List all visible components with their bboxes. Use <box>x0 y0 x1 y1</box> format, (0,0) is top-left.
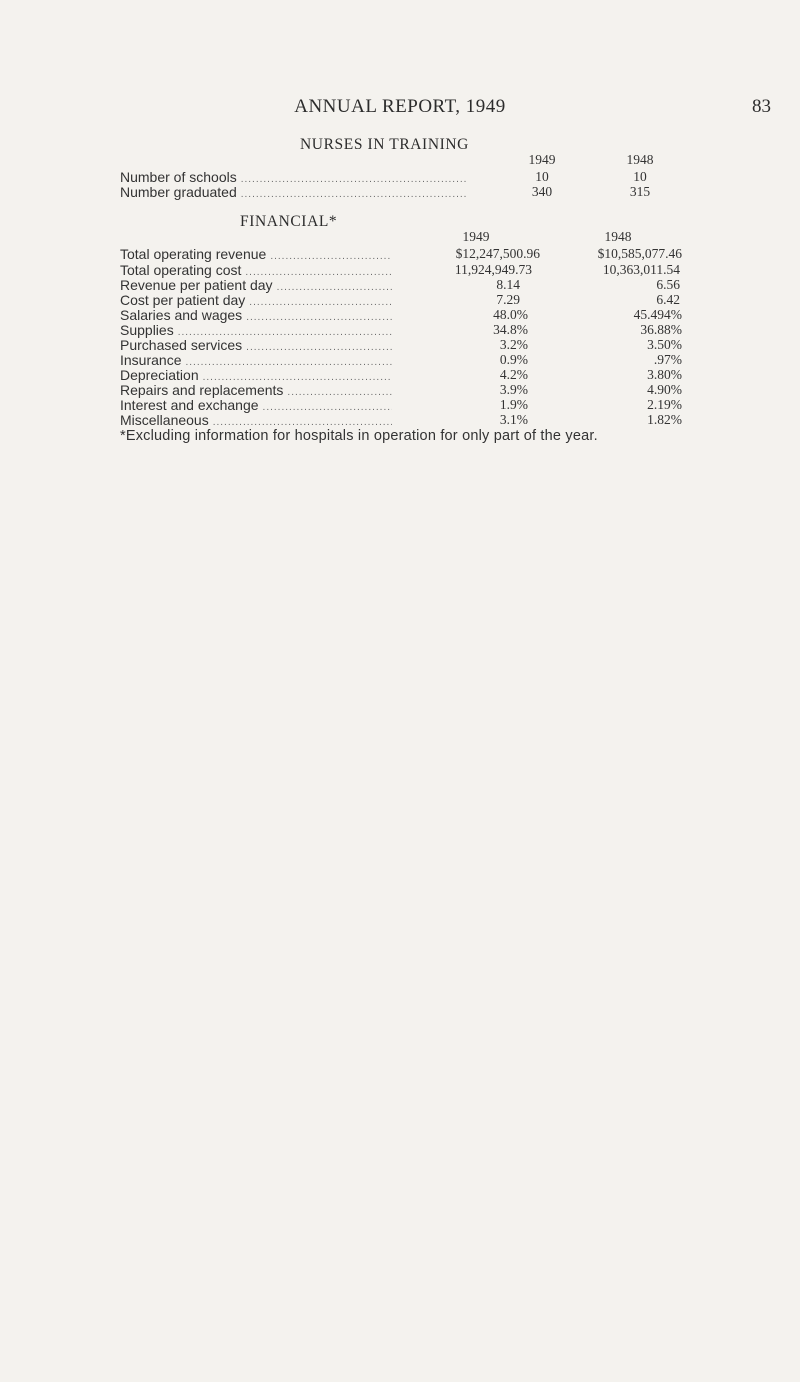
financial-row-label: Cost per patient day ..... <box>120 292 392 308</box>
financial-cell-1949: 8.14 <box>496 277 520 292</box>
nurses-row-label: Number of schools ..... <box>120 169 468 185</box>
financial-row-label: Salaries and wages ..... <box>120 307 392 323</box>
financial-cell-1948: $10,585,077.46 <box>597 246 682 261</box>
running-title: ANNUAL REPORT, 1949 <box>294 96 506 117</box>
financial-row-label: Total operating revenue ..... <box>120 246 392 262</box>
financial-cell-1949: 7.29 <box>496 292 520 307</box>
nurses-cell-1948: 315 <box>629 184 651 199</box>
nurses-cell-1949: 10 <box>535 169 549 184</box>
financial-cell-1949: $12,247,500.96 <box>455 246 540 261</box>
financial-cell-1949: 11,924,949.73 <box>454 262 532 277</box>
financial-cell-1948: 45.494% <box>633 307 682 322</box>
financial-row-label: Revenue per patient day ..... <box>120 277 392 293</box>
page-number: 83 <box>752 96 771 117</box>
financial-row-label: Miscellaneous ..... <box>120 412 392 428</box>
financial-row-label: Insurance ..... <box>120 352 392 368</box>
nurses-col-1948: 1948 <box>626 152 654 167</box>
financial-row-label: Interest and exchange ..... <box>120 397 392 413</box>
financial-cell-1949: 0.9% <box>499 352 528 367</box>
financial-row-label: Supplies ..... <box>120 322 392 338</box>
nurses-cell-1948: 10 <box>633 169 647 184</box>
financial-footnote: *Excluding information for hospitals in operation for only part of the year. <box>120 428 598 444</box>
financial-cell-1949: 4.2% <box>499 367 528 382</box>
financial-cell-1948: 3.50% <box>647 337 682 352</box>
financial-cell-1949: 34.8% <box>493 322 528 337</box>
financial-row-label: Total operating cost ..... <box>120 262 392 278</box>
financial-cell-1949: 3.9% <box>499 382 528 397</box>
financial-cell-1949: 48.0% <box>493 307 528 322</box>
financial-cell-1948: 3.80% <box>647 367 682 382</box>
financial-cell-1948: 4.90% <box>647 382 682 397</box>
financial-cell-1948: 10,363,011.54 <box>602 262 680 277</box>
financial-cell-1949: 1.9% <box>499 397 528 412</box>
nurses-col-1949: 1949 <box>528 152 556 167</box>
financial-cell-1948: 36.88% <box>640 322 682 337</box>
financial-cell-1948: 1.82% <box>647 412 682 427</box>
financial-cell-1948: 6.56 <box>656 277 680 292</box>
financial-col-1949: 1949 <box>462 229 490 244</box>
financial-col-1948: 1948 <box>604 229 632 244</box>
financial-cell-1948: .97% <box>653 352 682 367</box>
financial-cell-1949: 3.2% <box>499 337 528 352</box>
financial-row-label: Depreciation ..... <box>120 367 392 383</box>
nurses-heading: NURSES IN TRAINING <box>300 136 469 153</box>
nurses-row-label: Number graduated ..... <box>120 184 468 200</box>
financial-cell-1949: 3.1% <box>499 412 528 427</box>
financial-cell-1948: 6.42 <box>656 292 680 307</box>
financial-heading: FINANCIAL* <box>240 213 338 230</box>
financial-row-label: Repairs and replacements ..... <box>120 382 392 398</box>
nurses-cell-1949: 340 <box>531 184 553 199</box>
financial-cell-1948: 2.19% <box>647 397 682 412</box>
financial-row-label: Purchased services ..... <box>120 337 392 353</box>
